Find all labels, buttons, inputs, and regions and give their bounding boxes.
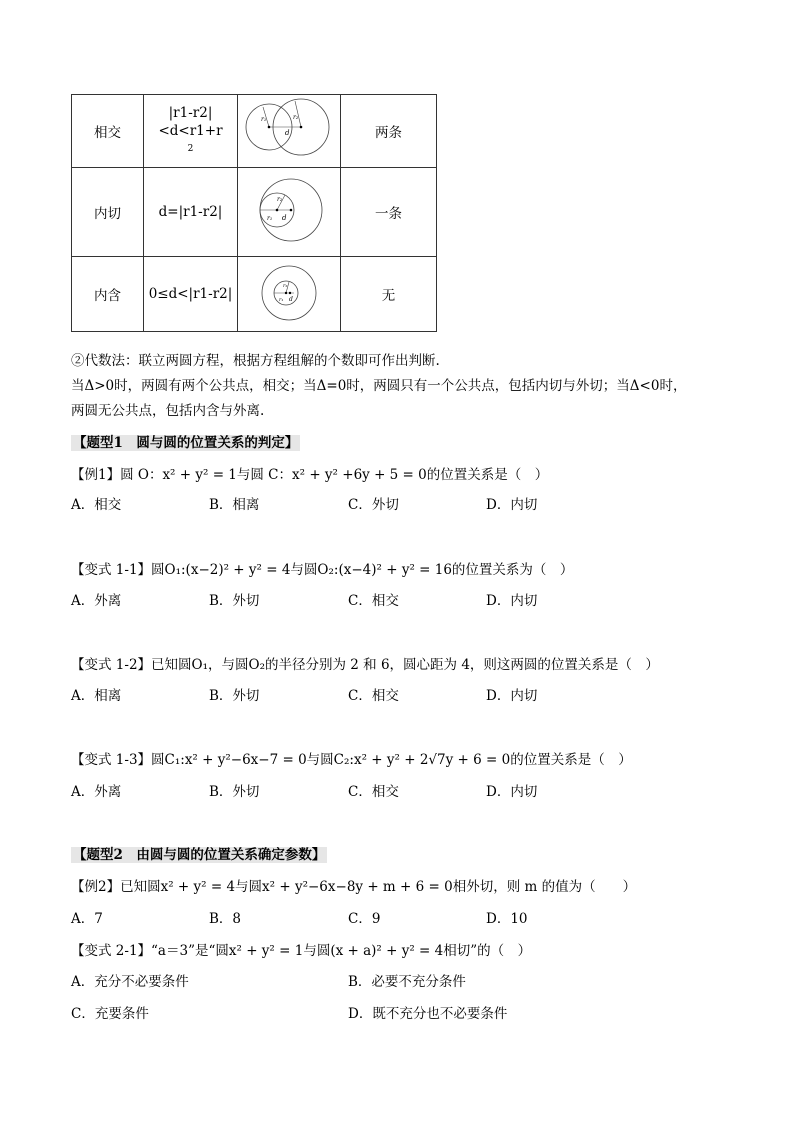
option-c: C．相交 [348, 593, 399, 609]
question-ex1: 【例1】圆 O：x² + y² = 1与圆 C：x² + y² +6y + 5 = 0的位置关系是（ ） [71, 467, 549, 483]
option-a: A．外离 [71, 784, 122, 800]
option-d: D．内切 [486, 497, 538, 513]
contained-diagram [238, 257, 341, 332]
internal-tangent-circles-figure [239, 168, 339, 252]
option-b: B．外切 [209, 593, 260, 609]
option-b: B．相离 [209, 497, 260, 513]
option-d: D．内切 [486, 593, 538, 609]
tangent-count: 两条 [341, 95, 437, 168]
algebra-method-text: ②代数法：联立两圆方程，根据方程组解的个数即可作出判断. [71, 353, 440, 369]
circle-relation-table [71, 94, 437, 332]
svg-text:d: d [289, 296, 293, 303]
table-row [72, 168, 437, 257]
option-a: A．充分不必要条件 [71, 974, 189, 990]
question-v11: 【变式 1-1】圆O₁:(x−2)² + y² = 4与圆O₂:(x−4)² + y² = 16的位置关系为（ ） [71, 562, 574, 578]
tangent-count: 无 [341, 257, 437, 332]
table-row [72, 95, 437, 168]
intersect-diagram [238, 95, 341, 168]
intersect-circles-figure [239, 95, 339, 163]
option-b: B．必要不充分条件 [348, 974, 466, 990]
relation-name: 内切 [72, 168, 144, 257]
option-b: B．外切 [209, 784, 260, 800]
svg-text:d: d [282, 214, 287, 222]
delta-rule-line-2: 两圆无公共点，包括内含与外离. [71, 403, 265, 419]
relation-condition: |r1-r2|<d<r1+r 2 [144, 95, 238, 168]
option-a: A．外离 [71, 593, 122, 609]
option-b: B．8 [209, 911, 242, 927]
section-header-type2: 【题型2 由圆与圆的位置关系确定参数】 [73, 847, 326, 863]
option-d: D．内切 [486, 784, 538, 800]
option-c: C．外切 [348, 497, 399, 513]
option-a: A．相交 [71, 497, 122, 513]
option-b: B．外切 [209, 688, 260, 704]
option-a: A．相离 [71, 688, 122, 704]
option-a: A．7 [71, 911, 103, 927]
svg-text:r₂: r₂ [277, 196, 283, 203]
table-row [72, 257, 437, 332]
option-d: D．既不充分也不必要条件 [348, 1006, 508, 1022]
svg-text:r₁: r₁ [261, 116, 267, 123]
svg-text:r₁: r₁ [279, 297, 284, 303]
question-ex2: 【例2】已知圆x² + y² = 4与圆x² + y²−6x−8y + m + 6 = 0相外切，则 m 的值为（ ） [71, 879, 637, 895]
option-c: C．相交 [348, 784, 399, 800]
option-d: D．10 [486, 911, 528, 927]
relation-name: 内含 [72, 257, 144, 332]
option-c: C．充要条件 [71, 1006, 149, 1022]
question-v12: 【变式 1-2】已知圆O₁，与圆O₂的半径分别为 2 和 6，圆心距为 4，则这两圆的位置关系是（ ） [71, 657, 659, 673]
option-c: C．相交 [348, 688, 399, 704]
svg-text:r₂: r₂ [293, 114, 299, 121]
contained-circles-figure [239, 257, 339, 327]
section-header-type1: 【题型1 圆与圆的位置关系的判定】 [73, 435, 299, 451]
svg-text:r₁: r₁ [267, 215, 273, 222]
tangent-count: 一条 [341, 168, 437, 257]
option-c: C．9 [348, 911, 381, 927]
relation-condition: 0≤d<|r1-r2| [144, 257, 238, 332]
option-d: D．内切 [486, 688, 538, 704]
internal-tangent-diagram [238, 168, 341, 257]
svg-text:r₂: r₂ [283, 283, 288, 289]
relation-condition: d=|r1-r2| [144, 168, 238, 257]
question-v13: 【变式 1-3】圆C₁:x² + y²−6x−7 = 0与圆C₂:x² + y² + 2√7y + 6 = 0的位置关系是（ ） [71, 752, 632, 768]
svg-text:d: d [285, 129, 290, 137]
relation-name: 相交 [72, 95, 144, 168]
question-v21: 【变式 2-1】“a＝3”是“圆x² + y² = 1与圆(x + a)² + y² = 4相切”的（ ） [71, 943, 532, 959]
delta-rule-line-1: 当Δ>0时，两圆有两个公共点，相交；当Δ=0时，两圆只有一个公共点，包括内切与外切；当Δ<0时， [71, 378, 687, 394]
